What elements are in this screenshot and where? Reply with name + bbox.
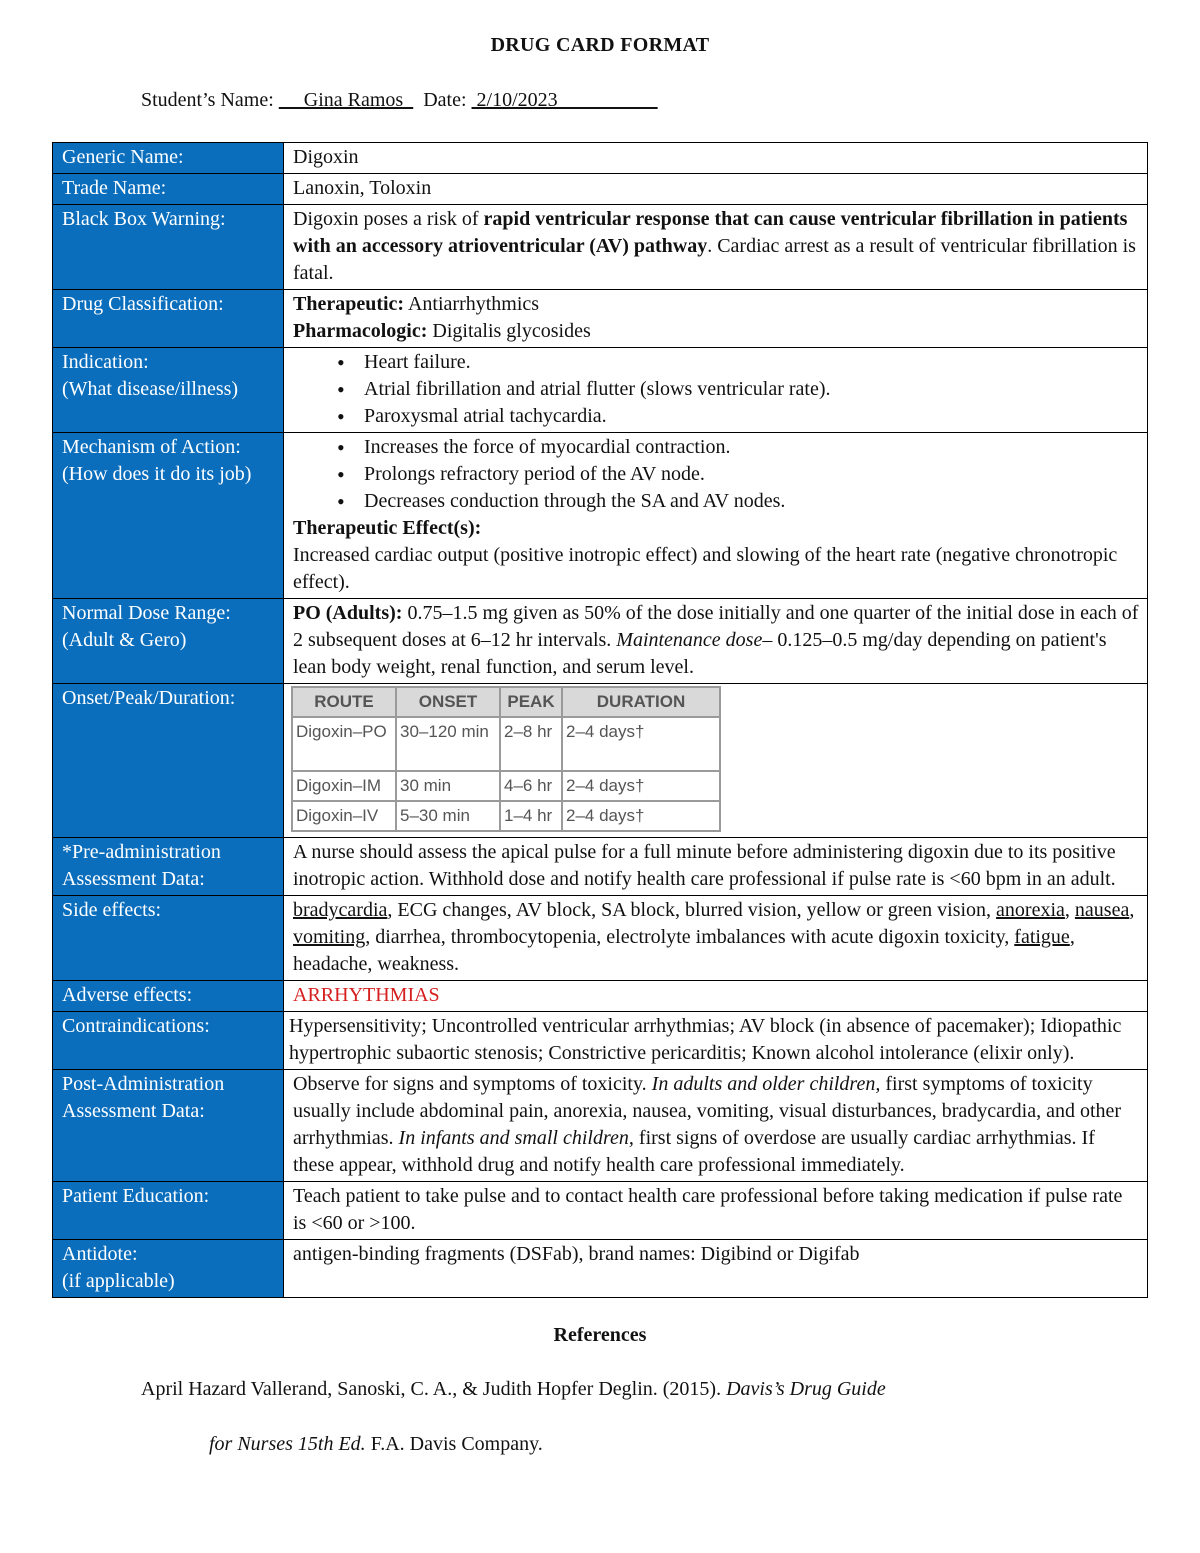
reference-line-1 [141, 1378, 886, 1401]
row-indication [53, 348, 1148, 433]
contraindications-label: Contraindications: [53, 1012, 284, 1070]
side-effects-sep: , [1129, 899, 1135, 921]
therapeutic-effect-text: Increased cardiac output (positive inotropic effect) and slowing of the heart rate (negative chronotropic effect). [293, 544, 1118, 593]
antidote-label-line-1: Antidote: [62, 1243, 138, 1265]
opd-peak: 2–8 hr [500, 717, 562, 771]
side-effect-fatigue: fatigue [1014, 926, 1070, 948]
dose-label [53, 599, 284, 684]
row-antidote [53, 1240, 1148, 1298]
generic-name-value: Digoxin [284, 143, 1148, 174]
generic-name-label: Generic Name: [53, 143, 284, 174]
mechanism-item: • Prolongs refractory period of the AV node. [293, 461, 1139, 488]
side-effects-text: , diarrhea, thrombocytopenia, electrolyte imbalances with acute digoxin toxicity, [365, 926, 1015, 948]
dose-label-line-1: Normal Dose Range: [62, 602, 231, 624]
indication-label-line-1: Indication: [62, 351, 149, 373]
row-generic-name [53, 143, 1148, 174]
indication-item: • Atrial fibrillation and atrial flutter (slows ventricular rate). [293, 376, 1139, 403]
black-box-label: Black Box Warning: [53, 205, 284, 290]
postadmin-text: Observe for signs and symptoms of toxicity. [293, 1073, 652, 1095]
opd-route: Digoxin–IM [292, 771, 396, 801]
trade-name-label: Trade Name: [53, 174, 284, 205]
postadmin-italic: In adults and older children, [651, 1073, 881, 1095]
opd-peak: 1–4 hr [500, 801, 562, 831]
reference-line-2 [209, 1433, 543, 1456]
mechanism-label: Mechanism of Action: (How does it do its job) [53, 433, 284, 599]
preadmin-label [53, 838, 284, 896]
therapeutic-label: Therapeutic: [293, 293, 405, 315]
education-label: Patient Education: [53, 1182, 284, 1240]
dose-po-label: PO (Adults): [293, 602, 403, 624]
reference-italic: Davis’s Drug Guide [726, 1378, 886, 1400]
student-line [141, 89, 658, 112]
therapeutic-effect-heading: Therapeutic Effect(s): [293, 517, 482, 539]
side-effects-text: , ECG changes, AV block, SA block, blurred vision, yellow or green vision, [387, 899, 997, 921]
indication-item: • Heart failure. [293, 349, 1139, 376]
reference-text: April Hazard Vallerand, Sanoski, C. A., & Judith Hopfer Deglin. (2015). [141, 1378, 727, 1400]
mechanism-item: • Decreases conduction through the SA and AV nodes. [293, 488, 1139, 515]
opd-onset: 5–30 min [396, 801, 500, 831]
side-effect-nausea: nausea [1074, 899, 1130, 921]
preadmin-label-line-1: *Pre-administration [62, 841, 221, 863]
side-effects-label: Side effects: [53, 896, 284, 981]
postadmin-value [284, 1070, 1148, 1182]
reference-text: F.A. Davis Company. [365, 1433, 543, 1455]
pharmacologic-label: Pharmacologic: [293, 320, 428, 342]
side-effect-anorexia: anorexia [996, 899, 1065, 921]
opd-route: Digoxin–PO [292, 717, 396, 771]
dose-text-1: 0.75–1.5 mg given as 50% of the dose initially and one quarter of the initial dose in each of 2 subsequent doses at 6–12 hr intervals. [293, 602, 1139, 651]
therapeutic-value: Antiarrhythmics [404, 293, 540, 315]
postadmin-text: first signs of overdose are usually cardiac arrhythmias. If these appear, withhold drug and notify health care professional immediately. [293, 1127, 1095, 1176]
row-classification [53, 290, 1148, 348]
mechanism-value [284, 433, 1148, 599]
opd-row [292, 801, 720, 831]
black-box-bold: rapid ventricular response that can cause ventricular fibrillation in patients with an accessory atrioventricular (AV) pathway [293, 208, 1128, 257]
mechanism-item: • Increases the force of myocardial contraction. [293, 434, 1139, 461]
postadmin-label-line-2: Assessment Data: [62, 1100, 205, 1122]
onset-label: Onset/Peak/Duration: [53, 684, 284, 838]
indication-item: • Paroxysmal atrial tachycardia. [293, 403, 1139, 430]
date-value: 2/10/2023 [471, 89, 658, 111]
row-dose [53, 599, 1148, 684]
row-side-effects [53, 896, 1148, 981]
side-effects-text: , headache, weakness. [293, 926, 1075, 975]
opd-header-peak: PEAK [500, 687, 562, 717]
dose-value [284, 599, 1148, 684]
document-title: DRUG CARD FORMAT [490, 34, 710, 56]
postadmin-text: first symptoms of toxicity usually include abdominal pain, anorexia, nausea, vomiting, visual disturbances, bradycardia, and other arrhythmias. [293, 1073, 1122, 1149]
opd-duration: 2–4 days† [562, 801, 720, 831]
side-effects-sep: , [1064, 899, 1075, 921]
postadmin-label [53, 1070, 284, 1182]
pharmacologic-value: Digitalis glycosides [427, 320, 591, 342]
adverse-label: Adverse effects: [53, 981, 284, 1012]
student-name-value: Gina Ramos [278, 89, 414, 111]
row-education [53, 1182, 1148, 1240]
classification-label: Drug Classification: [53, 290, 284, 348]
opd-duration: 2–4 days† [562, 717, 720, 771]
row-adverse [53, 981, 1148, 1012]
row-postadmin [53, 1070, 1148, 1182]
opd-header-onset: ONSET [396, 687, 500, 717]
opd-peak: 4–6 hr [500, 771, 562, 801]
adverse-value: ARRHYTHMIAS [284, 981, 1148, 1012]
black-box-text-1: Digoxin poses a risk of [293, 208, 484, 230]
opd-onset: 30–120 min [396, 717, 500, 771]
opd-row [292, 717, 720, 771]
side-effect-vomiting: vomiting [293, 926, 366, 948]
maintenance-dose-label: Maintenance dose [616, 629, 763, 651]
indication-value [284, 348, 1148, 433]
student-name-label: Student’s Name: [141, 89, 274, 111]
onset-value [284, 684, 1148, 838]
indication-label-line-2: (What disease/illness) [62, 378, 239, 400]
opd-duration: 2–4 days† [562, 771, 720, 801]
contraindications-value: Hypersensitivity; Uncontrolled ventricular arrhythmias; AV block (in absence of pacemaker); Idiopathic hypertrophic subaortic stenosis; Constrictive pericarditis; Known alcohol intolerance (elixir only). [284, 1012, 1148, 1070]
opd-row [292, 771, 720, 801]
education-value: Teach patient to take pulse and to contact health care professional before taking medication if pulse rate is <60 or >100. [284, 1182, 1148, 1240]
indication-label [53, 348, 284, 433]
preadmin-label-line-2: Assessment Data: [62, 868, 205, 890]
antidote-value: antigen-binding fragments (DSFab), brand names: Digibind or Digifab [284, 1240, 1148, 1298]
row-preadmin [53, 838, 1148, 896]
side-effects-value [284, 896, 1148, 981]
drug-card-table [52, 142, 1148, 1298]
postadmin-italic: In infants and small children, [398, 1127, 634, 1149]
antidote-label-line-2: (if applicable) [62, 1270, 175, 1292]
references-heading: References [553, 1324, 647, 1346]
onset-peak-duration-table [291, 686, 721, 832]
opd-route: Digoxin–IV [292, 801, 396, 831]
trade-name-value: Lanoxin, Toloxin [284, 174, 1148, 205]
dose-text-2: – 0.125–0.5 mg/day depending on patient's lean body weight, renal function, and serum level. [293, 629, 1107, 678]
opd-header-duration: DURATION [562, 687, 720, 717]
row-mechanism [53, 433, 1148, 599]
row-black-box [53, 205, 1148, 290]
opd-onset: 30 min [396, 771, 500, 801]
dose-label-line-2: (Adult & Gero) [62, 629, 187, 651]
black-box-text-2: . Cardiac arrest as a result of ventricular fibrillation is fatal. [293, 235, 1136, 284]
opd-header-route: ROUTE [292, 687, 396, 717]
side-effect-bradycardia: bradycardia [293, 899, 388, 921]
row-onset-peak-duration [53, 684, 1148, 838]
reference-italic: for Nurses 15th Ed. [209, 1433, 366, 1455]
preadmin-value: A nurse should assess the apical pulse for a full minute before administering digoxin due to its positive inotropic action. Withhold dose and notify health care professional if pulse rate is <60 bpm in an adult. [284, 838, 1148, 896]
black-box-value [284, 205, 1148, 290]
opd-header-row [292, 687, 720, 717]
postadmin-label-line-1: Post-Administration [62, 1073, 225, 1095]
date-label: Date: [423, 89, 467, 111]
antidote-label [53, 1240, 284, 1298]
row-contraindications [53, 1012, 1148, 1070]
row-trade-name [53, 174, 1148, 205]
classification-value [284, 290, 1148, 348]
